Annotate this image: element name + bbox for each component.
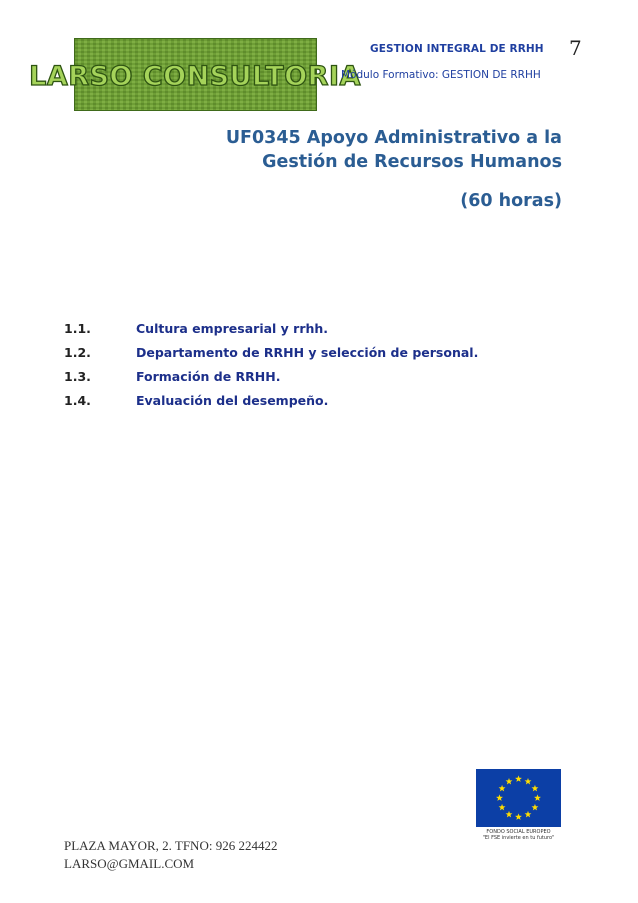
toc-item bbox=[64, 364, 564, 388]
eu-star-icon bbox=[496, 794, 503, 801]
document-title bbox=[142, 126, 562, 174]
footer bbox=[64, 837, 277, 873]
eu-star-icon bbox=[499, 804, 506, 811]
toc-item-number: 1.4. bbox=[64, 392, 91, 408]
eu-star-icon bbox=[515, 813, 522, 820]
eu-star-icon bbox=[515, 775, 522, 782]
title-line-1: UF0345 Apoyo Administrativo a la bbox=[225, 128, 562, 148]
toc-item-number: 1.2. bbox=[64, 344, 91, 360]
footer-email: LARSO@GMAIL.COM bbox=[64, 856, 195, 871]
company-logo bbox=[29, 38, 361, 111]
toc-item bbox=[64, 316, 564, 340]
page-number: 7 bbox=[569, 36, 582, 60]
logo-text: LARSO CONSULTORIA bbox=[29, 61, 361, 92]
eu-star-icon bbox=[532, 804, 539, 811]
toc-item bbox=[64, 340, 564, 364]
footer-address: PLAZA MAYOR, 2. TFNO: 926 224422 bbox=[64, 838, 278, 853]
eu-caption bbox=[476, 829, 561, 841]
header-title: GESTION INTEGRAL DE RRHH bbox=[370, 43, 544, 55]
eu-star-icon bbox=[525, 778, 532, 785]
toc-item-text: Cultura empresarial y rrhh. bbox=[136, 320, 329, 336]
course-hours: (60 horas) bbox=[460, 191, 562, 211]
title-line-2: Gestión de Recursos Humanos bbox=[262, 152, 562, 172]
eu-flag bbox=[476, 769, 561, 827]
toc-item-text: Evaluación del desempeño. bbox=[136, 392, 329, 408]
eu-star-icon bbox=[506, 811, 513, 818]
eu-star-icon bbox=[534, 794, 541, 801]
toc-item-number: 1.1. bbox=[64, 320, 91, 336]
toc-item bbox=[64, 388, 564, 412]
eu-star-icon bbox=[525, 811, 532, 818]
eu-caption-line-1: FONDO SOCIAL EUROPEO bbox=[486, 829, 551, 835]
header-subtitle: Módulo Formativo: GESTION DE RRHH bbox=[341, 69, 541, 81]
eu-star-icon bbox=[506, 778, 513, 785]
eu-caption-line-2: "El FSE invierte en tu futuro" bbox=[482, 835, 555, 841]
eu-star-icon bbox=[499, 785, 506, 792]
toc-item-text: Formación de RRHH. bbox=[136, 368, 281, 384]
toc-item-text: Departamento de RRHH y selección de personal. bbox=[136, 344, 479, 360]
logo-graphic bbox=[29, 39, 361, 110]
eu-stars-icon bbox=[476, 769, 561, 827]
table-of-contents bbox=[64, 316, 564, 412]
eu-star-icon bbox=[532, 785, 539, 792]
toc-item-number: 1.3. bbox=[64, 368, 91, 384]
